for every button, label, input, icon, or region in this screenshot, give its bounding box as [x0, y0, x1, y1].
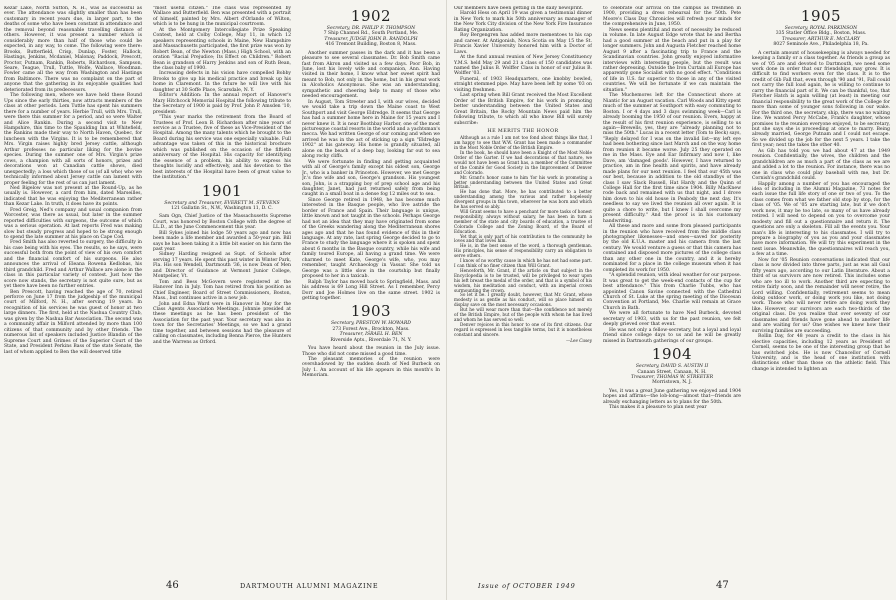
page-number: 46 [166, 580, 179, 591]
paragraph: Increasing defects in his vision have compelled Bobby Brooks to give up his medical practice and break up his home in Claremont. In the future he will live with his daughter at 30 Soffe Place, Scarsdale, N. Y. [153, 71, 291, 93]
article-paragraph: He has done that. More, he has contributed to a better understanding among the various and rather hopelessly divergent groups in this town, wherever he was born and which he has served so ably. [454, 189, 592, 210]
paragraph: Tom and Bess McGovern were registered at the Hanover Inn in July. Tom has retired from his position as Chief Engineer, Board of Street Commissioners, Boston, Mass., but continues active in a new job. [153, 279, 291, 302]
treasurer-line: Treasurer, ARTHUR E. McCLARY [782, 36, 860, 42]
paragraph: At the fund annual reunion of New Jersey Constituency Y.M.S. held May 29 and 21 a class of 150 candidates was named the Julius B. Wolffer Class in honor of our Julius B. Wolffer '03. [454, 55, 592, 77]
paragraph: Rollin Day, for 48 years a credit to the class in his elective capacities, including 12 years as President of Cornell, seems to be one of the interesting group that he has switched jobs. He is now Chancellor of Cornell University, and is the head of one institution with distinctions other than those on the athletic field. This change is intended to lighten an [752, 334, 890, 372]
footer-title: Issue of OCTOBER 1949 [478, 582, 576, 590]
secretary-line: Secretary, PRESTON W. HOWARD [331, 321, 411, 327]
left-col-1 [4, 6, 142, 572]
paragraph: This makes it a pleasure to plan next year [609, 405, 707, 411]
quoted-article [454, 136, 592, 343]
secretary-address: 7 Ship Channel Rd., South Portland, Me. [323, 31, 419, 37]
paragraph: You have heard about the reunion in the July issue. Those who did not come missed a good time. [302, 346, 440, 357]
paragraph: Now for '05 Reunion conversations indicated that our class is now divided into three parts, just as was all Gaul fifty years ago, according to our Latin literature. About a third of us survivors are now retired. This includes some who are too ill to work. Another third are expecting to retire fairly soon, and the remainder will never retire, the Lord willing. Confidentially, retirement seems to mean doing outdoor work, or doing work you like, not doing work. Those who will never retire are doing work they like. However, our survivors are each two-thirds of the original class. Do you realize that over seventy of our classmates and friends have gone ahead to another life and are waiting for us? One wishes we knew how their surviving families are succeeding. [752, 257, 890, 334]
paragraph: Sidney Harding resigned as Supt. of Schools after serving 17 years. He spent this past winter in Winter Park, Fla. His son Wendell, Dartmouth '36, is now Dean of Men and Director of Guidance at Vermont Junior College, Montpelier, Vt. [153, 252, 291, 280]
paragraph: "A splendid reunion, with ideal weather for our purpose. It was great to get the week-end contacts of the cup for best attendance." This from Charlie Tubbs, who has appointed Canon Savine connected with the Cathedral Church of St. Luke at the spring meeting of the Diocesan Convention at Portland, Me. Charlie will remain at Grace Church in Bath. [603, 273, 741, 311]
paragraph: Bill Sykes joined his lodge 50 years ago and now has been made a life member and awarded a 50-year pin. Bill says he has been taking it a little bit easier on his farm the past year. [153, 230, 291, 253]
secretary-address: Canaan Street, Canaan, N. H. [637, 369, 707, 375]
paragraph: Another summer passes in the dark and it has been a pleasure to see several classmates. Dr. Bob Smith came fast from Akron and visited us a few days. Poor Bob, in June, lost his lovely wife and companion, Ann. Having visited in their home, I know what her sweet spirit had meant to Bob, not only in the home, but in his great work in Alcoholics Anonymous. She was an understanding, sympathetic and cheering help to many of those who needed encouragement. [302, 50, 440, 100]
right-col-2 [603, 6, 741, 572]
class-year-heading: 1903 [350, 302, 392, 321]
paragraph: Ralph Taylor has moved back to Springfield, Mass. and his address is 69 Long Hill Street. As I remember, Percy Dorr and Joe Holmes live on the same street. 1902 is getting together. [302, 279, 440, 302]
paragraph: Harold Hess on April 19 was given a testimonial dinner in New York to mark his 50th anniversary as manager of the New York City division of the New York Fire Insurance Rating Organization. [454, 11, 592, 33]
footer-title: DARTMOUTH ALUMNI MAGAZINE [240, 582, 379, 590]
treasurer-address: Morristown, N. J. [652, 380, 692, 386]
secretary-address: 335 Statler Office Bldg., Boston, Mass. [775, 31, 867, 37]
paragraph: The following men, where we have held these Round Ups since the early thirties, now attracts members of the class at other periods. Lem Tuttle has spent his summers there for a number of years. Herbie Trull, with Mrs. Trull, were there this summer for a period, and so were Walter and Alice Rankin. During a second visit to New Hampshire, this time to the Spaulding Inn at Whitefield, the Rankins made their way to North Haven, Quebec, for luncheon with the Virgins. It is to be remembered that Mrs. Virgin raises highly bred Jersey cattle, although Arthur professes no particular liking for the bovine species. During the summer one of Mrs. Virgin's prize cows, a champion with all sorts of honors, prizes and decorations won at Canadian cattle shows, died unexpectedly; a loss which those of us (of all who) who we technically informed about Jersey cattle can lament with proper feeling for the rest of us can just lament. [4, 93, 142, 186]
article-paragraph: He is, in the best sense of the word, a thorough gentleman. His principles, his sense of responsibility carry an obligation to serve others. [454, 243, 592, 259]
page-gutter [446, 0, 447, 600]
paragraph: The pleasant memories of the reunion were overshadowed by the sudden death of Ned Burbeck on July 1. An account of his life appears in this month's In Memoriam. [302, 357, 440, 379]
paragraph: A certain amount of housekeeping is always needed for keeping a family or a class together. As friends a group as we of '05 are and devoted to Dartmouth, we need some work done in order that our friendships may grow. It is difficult to find workers even for the class. It is to the credit of Gib Fall that, even through '90 and '91, Fall could not carry the full load again, he is willing to continue to carry the financial part of it. We can be thankful, too, that Fletcher Hatch is again willing (at least) in meeting our financial responsibility to the great work of the College for more than some of younger sons following in our wake. For the third one, the secretary, ship, there was no waiting line. We wanted Percy McCabe, Frank's daughter, whose promises to the reunion everyone enjoyed, to be secretary, but she says she is proceeding at once to marry. Being already married, George Putnam and I could not escape. So we divided up the job for the next 5 years. I take the first year; next the takes the other 40. [752, 50, 890, 149]
article-paragraph: In the book, he should have been a Knight of the Most Noble Order of the Garter. If we had decorations of that nature, we would not have been as Grant has, a member of the Committee of the Comité for Good Society in the Improvement of Denver and Colorado. [454, 150, 592, 175]
paragraph: He was not only a fellow-secretary, but a loyal and loyal friend since college days to us and he will be greatly missed in Dartmouth gatherings of our groups. [603, 327, 741, 344]
class-year-heading: 1904 [651, 345, 693, 364]
article-paragraph: So let it be. I greatly doubt, however, that Mr. Grant, whose modesty is as gentle as his conduct, will so place himself on display save on the most necessary occasions. [454, 292, 592, 308]
class-year-heading: 1905 [800, 7, 842, 25]
paragraph: Fred Smith has also reverted to surgery, the difficulty in his case being with his eyes. The results, so he says, were successful both from the point of view of his own comfort and the financial comfort of his surgeons. He also announces the arrival of Eleana Rowena Kedlobas, his third grandchild. Fred and Arthur Wallace are alone in the class in this particular variety of contest. Just how the score now stands, the secretary is not quite sure, but as yet there have been no further entries. [4, 240, 142, 290]
paragraph: We were all fortunate to have Ned Burbeck, devoted secretary of 1903, with us for the past reunion, we felt deeply grieved over that event. [603, 311, 741, 328]
right-col-3 [752, 6, 890, 572]
paragraph: Since George retired in 1948, he has become much interested in the Basque people, who live astride the border of France and Spain. Their language is unique, little known and not taught in the schools. Perhaps George had not an idea that they may have originated from some of the Greeks wandering along the Mediterranean shores ages ago and that he has found evidence of this in their language. At any rate, last spring George decided to go to France to study the language where it is spoken and spent about 6 months in the Basque country, while his wife and family toured Europe, all having a grand time. We were charmed to meet Kate, George's wife, who, you may remember, taught Archaeology in Vassar. She told us George was a little slow in the courtship but finally proposed to her in a taxicab. [302, 197, 440, 280]
article-paragraph: I know of no worthy cause in which he has not had some part. I can think of no finer citizen than Will Grant. [454, 258, 592, 268]
paragraph: All these and more and some from pleased participants in the reunion who have received from the middle class photographer likenesses—and ones—saved for posterity by the old K.U.A. master and his camera from the last century. We would venture a guess or that this camera has contained and disposed more pictures of the college class than any other one in the country, and it is hereby nominated for a place in the college museum when it has completed its work for 1950. [603, 224, 741, 273]
paragraph: Kezar Lake, North Sutton, N. H., was as successful as ever. The attendance was slightly smaller than has been customary in recent years due, in larger part, to the deaths of some who have been constant in attendance and the removal beyond reasonable travelling distance of others. However, it was present a number which is considerably more than half of those who could be expected, in any way, to come. The following were there: Brooks, Butterfield, Crisp, Dunlap, Foster, Hallock, Hastings, Jenkins, Mcdaniel, Malonay, Paddock, Prescott, Proctor, Putnam, Rankin, Roberts, Richardson, Sampson, Seare, Teague, Trull, Tuttle, Wolfe, Wallace, Woodman. Fowler came all the way from Washington and Hastings from Baltimore. There was no complaint on the part of anyone that the gathering in its enjoyable qualities had deteriorated from its predecessors. [4, 6, 142, 93]
secretary-address: 273 Forest Ave., Brockton, Mass. [332, 326, 410, 332]
article-paragraph: Henceforth, Mr. Grant, if the article on that subject in the Encyclopedia is to be trusted, will be privileged to wear upon his left breast the medal of the order, and that is a symbol of his wisdom, his meditation and conduct, with an imperial crown surmounting the crown. [454, 267, 592, 293]
left-page [4, 6, 442, 594]
paragraph: John and Edna Ward were in Hanover in May for the Class Agents Association Meetings. Johnnie presided at these meetings as he has been president of the Association for the past year. Your secretary was also in town for the Secretaries' Meetings, so we had a grand time together, and between sessions had the pleasure of calling on classmates, including Benna Pierce, the Hunters and the Warrens as Orford. [153, 301, 291, 345]
quote-paragraph: "This year marks the retirement from the Board of Trustees of Prof. Leon B. Richardson after nine years of service as a Trustee, five of these as Vice-President of the Hospital. Among the many talents which he brought to the Board during his service was one especially valuable. Full advantage was taken of this in the historical brochure which was published on the occasion of the fiftieth anniversary of the Hospital. His capacity for identifying the essence of a problem, his ability to express his thoughts lucidly and effectively, and his devotion to the best interests of the Hospital have been of great value to the institution." [153, 115, 291, 181]
secretary-address: 121 Gallatin St., N.W., Washington 11, D. C. [171, 205, 273, 211]
article-paragraph: Denver rejoices in this honor to one of its first citizens. Our regard is expressed in less tangible terms, but it is nonetheless constant and sincere. [454, 321, 592, 337]
article-paragraph: Although as a rule I am not too fond about things like that, I am happy to see that W.W. Grant has been made a commander in the Most Noble Order of the British Empire. [454, 135, 592, 151]
treasurer-line: Treasurer, JUDGE JOHN B. RANDOLPH [324, 36, 418, 42]
paragraph: Yes, it was a great June gathering we enjoyed and 1904 hopes and affirms—the lob-long—almost that—friends are already exchanging letters as to plans for the 50th. [603, 388, 741, 405]
paragraph: Our members have been getting in the daily newsprint. [454, 6, 584, 11]
paragraph: Editor's Addition: In the annual report of Hanover's Mary Hitchcock Memorial Hospital the following tribute to the Secretary of 1900 is paid by Prof. John P. Amsden '10, president: [153, 93, 291, 115]
left-col-2 [153, 6, 291, 572]
right-col-1 [454, 6, 592, 572]
article-signature: —Lee Casey [566, 337, 592, 343]
treasurer-address: 416 Tremont Building, Boston 8, Mass. [325, 42, 417, 48]
treasurer-address: Riverside Apts., Riverdale 71, N. Y. [330, 337, 412, 343]
paragraph: Sam Ogn, Chief Justice of the Massachusetts Supreme Court, was honored by Boston College with the degree of LL.D., at the June Commencement this year. [153, 214, 291, 231]
paragraph: News seems plentiful and most of necessity be reduced in volume. In late August Edge wrote that he and Bertha had a good summer at the beach and put in a play for longer summers. John and Augusta Fletcher reached home August 9 after a fascinating trip to France and the Scandinavian countries. John greatly enjoyed informative interviews with interesting people, but the result was rather depressing. Outside the Iron Curtain all Europe has apparently gone Socialist with no good effect. "Conditions of life in U.S. far superior to those in any of the visited countries. We will be fortunate if we can maintain the situation." [603, 27, 741, 93]
article-paragraph: Will Grant seems to have a penchant for more tasks of honest responsibility, always without salary, he has been in turn a member of the state and city boards of education, a trustee of Colorado College and the Zoning Board, of the Board of Education. [454, 209, 592, 234]
secretary-line: Secretary, DAVID S. AUSTIN II [635, 364, 709, 370]
paragraph: In August, Tom Streeter and I, with our wives, decided we would take a trip down the Maine coast to West Southport and visit George Eldredge. It seems that George has had a summer home here in Maine for 15 years and I never knew it. It is near Boothbay Harbor, one of the most picturesque coastal resorts in the world and a yachtsman's mecca. We had written George of our coming and when we arrived he was in the act of sticking up a sign "Eldredge 1902" at his gateway. His home is grandly situated, all alone on the beach of a deep bay, looking far out to sea along rocky cliffs. [302, 99, 440, 160]
left-col-3 [302, 6, 440, 572]
treasurer-line: Treasurer, ISRAEL H. BEN [339, 332, 403, 338]
paragraph: As Gib has told you we had about 47 at the 1949 reunion. Confidentially, the wives, the children and the grandchildren are as much a part of the class as we are and added a lot to the reunion. For instance, there was no one in class who could play baseball with me, but Dr. Cornish's grandchild could. [752, 148, 890, 182]
secretary-line: Secretary and Treasurer, EVERETT M. STEVENS [164, 200, 280, 206]
paragraph: Fred Greig, Ned's company and usual companion from Worcester, was there as usual, but later in the summer reported difficulties with surgeons, the outcome of which was a serious operation. At last reports Fred was making slow but steady progress and hoped to be strong enough to spend the late summer at his place on Cape Cod. [4, 207, 142, 241]
secretary-line: Secretary, ROYAL PARKINSON [784, 26, 858, 31]
paragraph: Funeral, of 1903 Headquarters, one knobby bowled, straight stemmed pipe. May have been left by some '03 on visiting freshmen. [454, 76, 592, 93]
paragraph: The Muchemores left for the Connecticut shore at Niantic for an August vacation. Carl Woods and Kitty spent much of the summer at Southport with easy commuting to Boston. I or 4 days and 3 days swimming week—Carl is already booming the 1950 of our reunion. Evers, happy at the result of his first reunion experience, is selling to us again—Brewells, yes, they are "already planning not to miss the 50th." Lucas in a recent letter (Tom to Beck) says, "Reply delayed for I was on the invalid list—my left eye had been bothering since last March and on the way home from reunion it became worse. July 25 they operated on me in the Mass. Eye and Ear Infirmary and now I, like Dave, am 'damaged goods'. However, I have returned to practice, am in fine health and spirits, and have already made plans for our next reunion. I feel that our 45th was our best, because in addition to the old standbys of the class I saw Slack Russell, Hat Hardy and the Quinn of College Hall for the first time since 1904. Billy MacKnew rode back and remained with us that night, and I drove him down to his old house in Peabody the next day. It's needless to say we lived the reunion all over again. It is quite a chore to write, but I knew I shall overcome my present difficulty." And the proof is in his customary handwriting. [603, 93, 741, 224]
article-headline: HE MERITS THE HONOR [487, 128, 559, 134]
right-page [454, 6, 892, 594]
paragraph: "most useful citizen." The class was represented by Wallace and Butterfield. Ben was presented with a portrait of himself, painted by Mrs. Albert d'Orlando of Wilton, which is to be hung in the municipal courtroom. [153, 6, 291, 28]
article-paragraph: Mr. Grant's honor came to him 'for his work in promoting a better understanding between the United States and Great Britain.' [454, 174, 592, 190]
article-paragraph: But he will wear more than that—the confidence not merely of the British Empire, but of the people with whom he has lived and whom he has served so well. [454, 307, 592, 322]
class-year-heading: 1901 [201, 181, 243, 200]
paragraph: We were fortunate in finding and getting acquainted with all of George's family except his oldest son, George Jr., who is a banker in Princeton. However, we met George Jr.'s fine wife and son, George's grandson. His youngest son, John, is a strapping boy of prep school age and his daughter, Janet, had just returned safely from being caught in a small boat in a dense fog 12 miles out to sea. [302, 159, 440, 198]
paragraph: At the Montgomery Intercollegiate Prize Speaking Contest, held at Colby College, May 11, in which 12 speakers representing schools in Maine, New Hampshire and Massachusetts participated, the first prize was won by Robert Bean, of the Newton (Mass.) High School, with an oration "Racial Prejudice; Its Effect on Children." Robert Bean is grandson of Harry Jenkins and son of Ruth Bean, the class baby of 1900. [153, 27, 291, 71]
secretary-line: Secretary, DR. PHILIP F. THOMPSON [326, 26, 416, 31]
paragraph: to celebrate our arrival on the campus as freshmen in 1900, providing a dress rehearsal for the 50th. Pete Moore's Class Day Chronicles will refresh your minds for the comprehensive in June, 1950. [603, 6, 741, 28]
paragraph: Roy Bergengren has added more mementoes to his cap and career. At Antigonish, Nova Scotia on May 15 the St. Francis Xavier University honored him with a Doctor of Laws. [454, 33, 592, 55]
page-number: 47 [716, 580, 729, 591]
article-paragraph: Yet that is only part of his contribution to the community he loves and that loves him. [454, 233, 592, 244]
paragraph: Last spring when Bill Grant received the Most Excellent Order of the British Empire, for his work in promoting better understanding between the United States and Great Britain, the Rocky Mountain News paid him the following tribute, to which all who know Bill will surely subscribe: [454, 93, 592, 126]
paragraph: Ned Bigelow was not present at the Round-Up, as he usually is. However, a card from him, dated Marseilles, indicated that he was enjoying the Mediterranean rather than Kezar Lake. In truth, it does have its points. [4, 185, 142, 208]
treasurer-address: 8027 Seminole Ave., Philadelphia 18, Pa. [773, 42, 869, 48]
paragraph: Happily among a number of you has encouraged the idea of including in the Alumni Magazine, 73 notes for each issue the full life story of one or two of you. To the class comes from what we father old stop by stop, for the class of '05. We of '05 are starting late, but if we don't work now, it may be too late, so many of us have already retired. I will need to depend on you to overcome your modesty and fill out a questionnaire and return it. The questions are only a skeleton. Fill all the events you. Your man's life is interesting to his classmates. I will try to prepare a biography of you as you and your classmates have more information. We will try this experiment in the next issue. Meanwhile, the questionnaires will reach you, a few at a time. [752, 181, 890, 258]
class-year-heading: 1902 [350, 7, 392, 25]
paragraph: Ben Prescott, having reached the age of 70, retired perforce on June 17 from the judgeship of the municipal court of Milford, N. H., after serving 19 years. In recognition of his services he was guest of honor at two large dinners. The first, held at the Nashua Country Club, was given by the Nashua Bar Association. The second was a community affair in Milford attended by more than 100 citizens of that community and by other friends. The numerous list of speakers included Justice Blandin of the Supreme Court and Grimes of the Superior Court of the State, and President Perkins Bass of the state Senate, the last of whom applied to Ben the will deserved title [4, 289, 142, 355]
treasurer-line: Treasurer, THOMAS W. STREETER [630, 374, 714, 380]
